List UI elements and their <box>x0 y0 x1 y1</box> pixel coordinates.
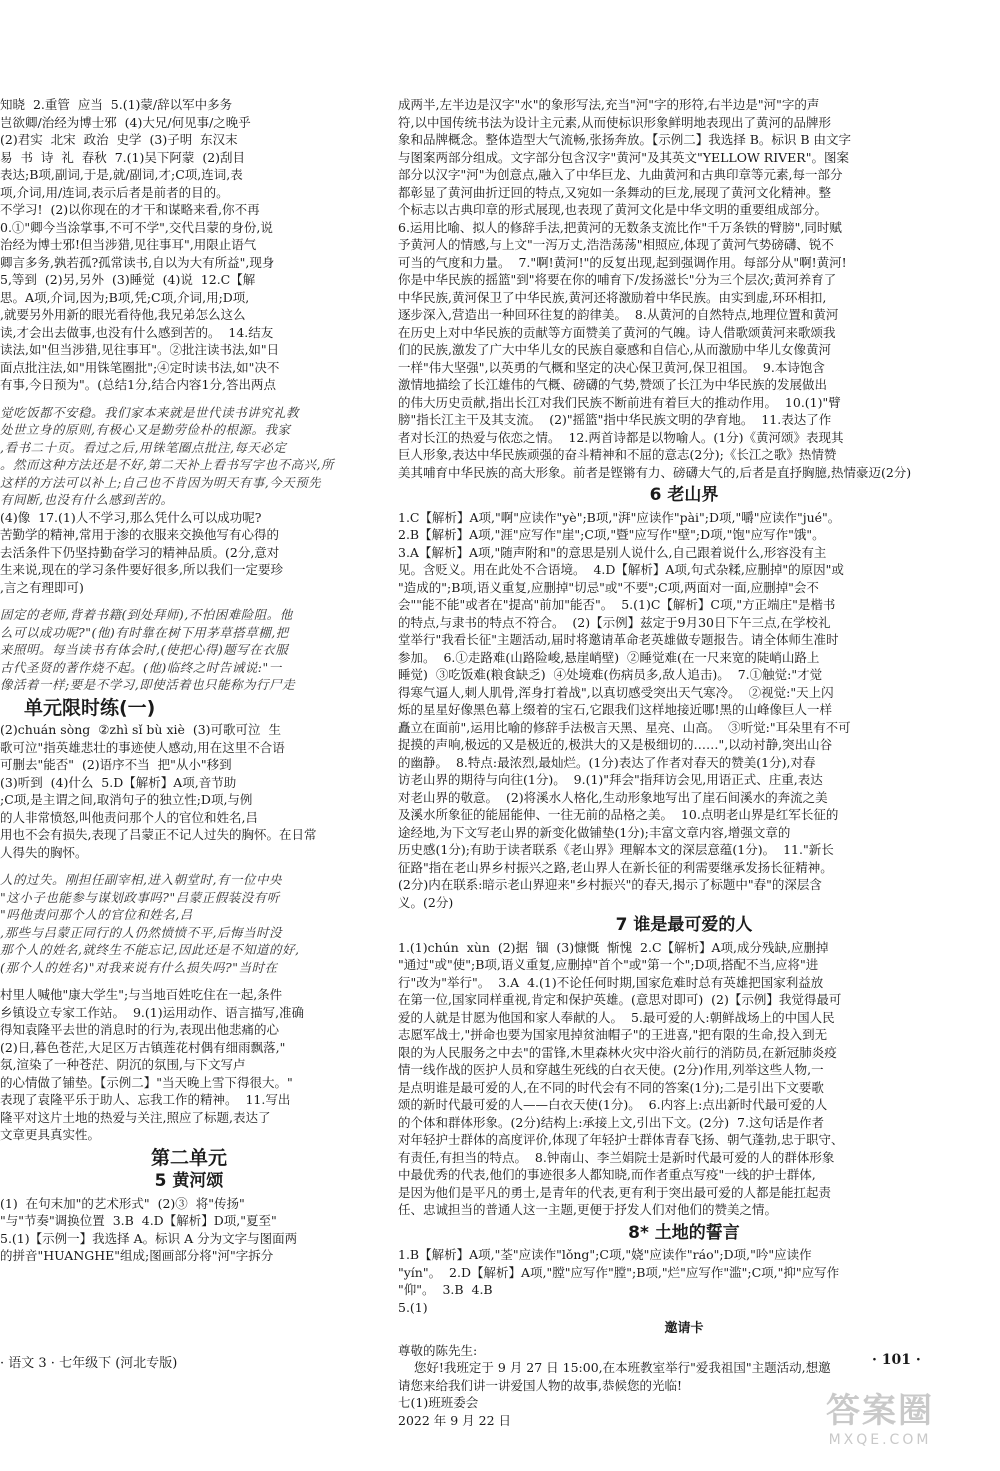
text-line: 面点批注法,如"用铢笔圈批";④定时读书法,如"决不 <box>0 359 280 375</box>
unit-2-title: 第二单元 <box>150 1146 227 1169</box>
text-line: 那个人的姓名,就终生不能忘记,因此还是不知道的好, <box>0 942 300 957</box>
text-line: "吗他责问那个人的官位和姓名,吕 <box>0 907 193 922</box>
footer-book-title: · 语文 3 · 七年级下 (河北专版) <box>0 1356 178 1371</box>
text-line: 可当的气度和力量。 7."啊!黄河!"的反复出现,起到强调作用。每部分从"啊!黄河! <box>398 254 847 270</box>
text-line: 读,才会出去做事,也没有什么感到苦的。 14.结友 <box>0 324 274 340</box>
right-block-2 <box>398 509 970 912</box>
text-line: 见。含贬义。用在此处不合语境。 4.D【解析】A项,句式杂糅,应删掉"的原因"或 <box>398 562 844 577</box>
text-line: "通过"或"使";B项,语义重复,应删掉"首个"或"第一个";D项,搭配不当,应将"进 <box>398 957 819 972</box>
text-line: 请您来给我们讲一讲爱国人物的故事,恭候您的光临! <box>398 1377 682 1393</box>
text-line: ,看书二十页。看过之后,用铢笔圈点批注,每天必定 <box>0 439 287 455</box>
text-line: 符,以中国传统书法为设计主元素,从而使标识形象鲜明地表现出了黄河的品牌形 <box>398 114 831 130</box>
page-number: · 101 · <box>872 1352 921 1368</box>
text-line: 的伟大历史贡献,指出长江对我们民族不断前进有着巨大的推动作用。 10.(1)"臂 <box>398 394 841 410</box>
text-line: 历史感(1分);有助于读者联系《老山界》理解本文的深层意蕴(1分)。 11."新长 <box>398 842 834 857</box>
text-line: 途经地,为下文写老山界的新变化做铺垫(1分);丰富文章内容,增强文章的 <box>398 824 791 840</box>
text-line: 的幽静。 8.特点:最浓烈,最灿烂。(1分)表达了作者对春天的赞美(1分),对春 <box>398 754 816 770</box>
invitation-card-title: 邀请卡 <box>664 1321 704 1336</box>
text-line: 堂举行"我看长征"主题活动,届时将邀请革命老英雄做专题报告。请全体师生准时 <box>398 632 839 647</box>
invitation-date: 2022 年 9 月 22 日 <box>398 1412 512 1428</box>
text-line: 矗立在面前",运用比喻的修辞手法极言天黑、星亮、山高。 ③听觉:"耳朵里有不可 <box>398 719 851 735</box>
text-line: 是点明谁是最可爱的人,在不同的时代会有不同的答案(1分);二是引出下文要歌 <box>398 1079 824 1095</box>
text-line: 卿言多务,孰若孤?孤常读书,自以为大有所益",现身 <box>0 254 275 270</box>
text-line: 村里人喊他"康大学生";与当地百姓吃住在一起,条件 <box>0 987 283 1002</box>
text-line: 3.A【解析】A项,"随声附和"的意思是别人说什么,自己跟着说什么,形容没有主 <box>398 544 827 560</box>
text-line: 中华民族,黄河保卫了中华民族,黄河还将激励着中华民族。由实到虚,环环相扣, <box>398 289 827 305</box>
text-line: 去活条件下仍坚持勤奋学习的精神品质。(2分,意对 <box>0 544 280 560</box>
text-line: 0.①"卿今当涂掌事,不可不学",交代吕蒙的身份,说 <box>0 219 273 235</box>
text-line: 任、忠诚担当的普通人这一主题,更便于抒发人们对他们的赞美之情。 <box>398 1202 777 1217</box>
text-line: 有责任,有担当的特点。 8.钟南山、李兰娟院士是新时代最可爱的人的群体形象 <box>398 1149 835 1165</box>
text-line: 义。(2分) <box>398 894 454 910</box>
text-line: "造成的";B项,语义重复,应删掉"切忌"或"不要";C项,两面对一面,应删掉"会不 <box>398 579 819 595</box>
left-translation-3 <box>0 871 378 976</box>
text-line: 在历史上对中华民族的贡献等方面赞美了黄河的气魄。诗人借歌颂黄河来歌颂我 <box>398 324 836 340</box>
text-line: 限的为人民服务之中去"的雷锋,木里森林火灾中浴火前行的消防员,在新冠肺炎疫 <box>398 1044 837 1060</box>
text-line: 6.运用比喻、拟人的修辞手法,把黄河的无数条支流比作"千万条铁的臂膀",同时赋 <box>398 219 842 235</box>
text-line: 在第一位,国家同样重视,肯定和保护英雄。(意思对即可) (2)【示例】我觉得最可 <box>398 992 842 1007</box>
text-line: "yín"。 2.D【解析】A项,"膛"应写作"膛";B项,"烂"应写作"滥";C项,"抑"应写作 <box>398 1264 840 1280</box>
text-line: 像活着一样;要是不学习,即使活着也只能称为行尸走 <box>0 677 296 692</box>
left-translation-2 <box>0 606 378 694</box>
text-line: 予黄河人的情感,与上文"一泻万丈,浩浩荡荡"相照应,体现了黄河气势磅礴、锐不 <box>398 237 834 252</box>
lesson-7-title: 7 谁是最可爱的人 <box>615 915 753 935</box>
text-line: 么可以成功呢?"(他)有时靠在树下用茅草搭草棚,把 <box>0 624 289 640</box>
text-line: 5.(1)【示例一】我选择 A。标识 A 分为文字与图面两 <box>0 1230 298 1246</box>
text-line: 古代圣贤的著作烧不起。(他)临终之时告诫说:"一 <box>0 659 282 675</box>
text-line: 逐步深入,营造出一种回环往复的韵律美。 8.从黄河的自然特点,地理位置和黄河 <box>398 307 839 322</box>
text-line: 个标志以古典印章的形式展现,也表现了黄河文化是中华文明的重要组成部分。 <box>398 202 827 217</box>
text-line: 易 书 诗 礼 春秋 7.(1)吴下阿蒙 (2)刮目 <box>0 149 246 165</box>
text-line: 知晓 2.重管 应当 5.(1)蒙/辞以军中多务 <box>0 97 233 112</box>
text-line: 有间断,也没有什么感到苦的。 <box>0 492 174 507</box>
watermark-url: MXQE.COM <box>828 1432 932 1448</box>
text-line: 你是中华民族的摇篮"到"将要在你的哺育下/发扬滋长"分为三个层次;黄河养育了 <box>398 272 837 287</box>
text-line: 隆平对这片土地的热爱与关注,照应了标题,表达了 <box>0 1109 271 1125</box>
text-line: 不学习! (2)以你现在的才干和谋略来看,你不再 <box>0 202 260 217</box>
text-line: 中最优秀的代表,他们的事迹很多人都知晓,而作者重点写疫"一线的护士群体, <box>398 1167 816 1182</box>
text-line: 颂的新时代最可爱的人——白衣天使(1分)。 6.内容上:点出新时代最可爱的人 <box>398 1097 828 1112</box>
left-block-5 <box>0 1195 378 1265</box>
text-line: (那个人的姓名)"对我来说有什么损失吗?"当时在 <box>0 959 278 975</box>
text-line: 对年轻护士群体的高度评价,体现了年轻护士群体青春飞扬、朝气蓬勃,忠于职守、 <box>398 1132 844 1147</box>
text-line: 一样"伟大坚强",以英勇的气概和坚定的决心保卫黄河,保卫祖国。 9.本诗饱含 <box>398 359 825 375</box>
right-block-1 <box>398 96 970 481</box>
left-block-2 <box>0 509 378 597</box>
text-line: 访老山界的期待与向往(1分)。 9.(1)"拜会"指拜访会见,用语正式、庄重,表达 <box>398 772 823 787</box>
text-line: 情一线作战的医护人员和穿越生死线的白衣天使。(2分)作用,列举这些人物,一 <box>398 1062 824 1077</box>
lesson-6-title: 6 老山界 <box>649 485 719 505</box>
text-line: 是因为他们是平凡的勇士,是青年的代表,更有利于突出最可爱的人都是能扛起责 <box>398 1184 831 1200</box>
text-line: 志愿军战士,"拼命也要为国家甩掉贫油帽子"的王进喜,"把有限的生命,投入到无 <box>398 1027 828 1042</box>
text-line: 的拼音"HUANGHE"组成;图画部分将"河"字拆分 <box>0 1248 274 1263</box>
text-line: 参加。 6.①走路难(山路险峻,悬崖峭壁) ②睡觉难(在一尺来宽的陡峭山路上 <box>398 649 820 665</box>
text-line: 处世立身的原则,有极心又是勤劳俭朴的根源。我家 <box>0 422 291 437</box>
text-line: 表现了袁隆平乐于助人、忘我工作的精神。 11.写出 <box>0 1092 291 1107</box>
text-line: 来照明。每当读书有体会时,(使把心得)题写在衣服 <box>0 642 289 657</box>
text-line: 生来说,现在的学习条件要好很多,所以我们一定要珍 <box>0 562 283 577</box>
text-line: (2)君实 北宋 政治 史学 (3)子明 东汉末 <box>0 132 238 147</box>
text-line: 项,介词,用/连词,表示后者是前者的目的。 <box>0 184 229 200</box>
text-line: 5.(1) <box>398 1299 428 1315</box>
text-line: 这样的方法可以补上;自己也不肯因为明天有事,今天预先 <box>0 474 322 490</box>
text-line: 的特点,与隶书的特点不符合。 (2)【示例】兹定于9月30日下午三点,在学校礼 <box>398 614 831 630</box>
text-line: 5,等到 (2)另,另外 (3)睡觉 (4)说 12.C【解 <box>0 272 256 287</box>
text-line: 对老山界的敬意。 (2)将溪水人格化,生动形象地写出了崖石间溪水的奔流之美 <box>398 789 828 805</box>
text-line: 部分以汉字"河"为创意点,融入了中华巨龙、九曲黄河和古典印章等元素,每一部分 <box>398 167 843 182</box>
text-line: 成两半,左半边是汉字"水"的象形写法,充当"河"字的形符,右半边是"河"字的声 <box>398 97 820 112</box>
left-translation-1 <box>0 404 378 509</box>
text-line: 膀"指长江主干及其支流。 (2)"摇篮"指中华民族文明的孕育地。 11.表达了作 <box>398 412 832 427</box>
text-line: ,言之有理即可) <box>0 579 84 595</box>
right-block-3 <box>398 939 970 1219</box>
text-line: 会""能不能"或者在"提高"前加"能否"。 5.(1)C【解析】C项,"方正端庄"是楷书 <box>398 597 836 612</box>
lesson-8-title: 8* 土地的誓言 <box>628 1222 740 1243</box>
text-line: 都彰显了黄河曲折迂回的特点,又宛如一条舞动的巨龙,展现了黄河文化精神。整 <box>398 184 831 200</box>
text-line: 氛,渲染了一种苍茫、阴沉的氛围,与下文写卢 <box>0 1057 246 1072</box>
watermark-logo <box>790 1390 970 1460</box>
text-line: 的心情做了铺垫。【示例二】"当天晚上雪下得很大。" <box>0 1074 293 1090</box>
text-line: 歌可泣"指英雄悲壮的事迹使人感动,用在这里不合语 <box>0 739 285 755</box>
text-line: ;C项,是主谓之间,取消句子的独立性;D项,与例 <box>0 792 253 807</box>
text-line: 巨人形象,表达中华民族顽强的奋斗精神和不屈的意志(2分);《长江之歌》热情赞 <box>398 447 837 462</box>
left-block-3 <box>0 721 378 861</box>
watermark-text: 答案圈 <box>826 1391 934 1431</box>
invitation-signature: 七(1)班班委会 <box>398 1395 479 1410</box>
text-line: 美其哺育中华民族的高大形象。前者是铿锵有力、磅礴大气的,后者是直抒胸臆,热情豪迈(2分) <box>398 464 912 480</box>
text-line: (2分)内在联系:暗示老山界迎来"乡村振兴"的春天,揭示了标题中"春"的深层含 <box>398 877 822 892</box>
unit-test-title: 单元限时练(一) <box>24 696 156 719</box>
text-line: 征路"指在老山界乡村振兴之路,老山界人在新长征的利需要继承发扬长征精神。 <box>398 859 833 875</box>
text-line: 捉摸的声响,极远的又是极近的,极洪大的又是极细切的……",以动衬静,突出山谷 <box>398 737 833 752</box>
text-line: 睡觉) ③吃饭难(粮食缺乏) ④处境难(伤病员多,敌人追击)。 7.①触觉:"才觉 <box>398 667 823 682</box>
text-line: "与"节奏"调换位置 3.B 4.D【解析】D项,"夏至" <box>0 1213 277 1228</box>
text-line: 可删去"能否" (2)语序不当 把"从小"移到 <box>0 757 232 772</box>
text-line: 表达;B项,副词,于是,就/副词,才;C项,连词,表 <box>0 167 243 182</box>
lesson-5-title: 5 黄河颂 <box>154 1171 224 1191</box>
text-line: 1.C【解析】A项,"啊"应读作"yè";B项,"湃"应读作"pài";D项,"嚼"应读作"jué"。 <box>398 509 841 525</box>
text-line: 固定的老师,背着书籍(到处拜师),不怕困难险阻。他 <box>0 607 293 622</box>
text-line: 的个体和群体形象。(2分)结构上:承接上文,引出下文。(2分) 7.这句话是作者 <box>398 1114 824 1130</box>
text-line: 有事,今日预为"。(总结1分,结合内容1分,答出两点 <box>0 377 276 392</box>
text-line: 激情地描绘了长江雄伟的气概、磅礴的气势,赞颂了长江为中华民族的发展做出 <box>398 377 827 392</box>
text-line: 的人非常愤怒,叫他责问那个人的官位和姓名,吕 <box>0 809 258 825</box>
text-line: (1) 在句末加"的艺术形式" (2)③ 将"传扬" <box>0 1195 245 1211</box>
text-line: 觉吃饭都不安稳。我们家本来就是世代读书讲究礼教 <box>0 404 300 420</box>
text-line: 尊敬的陈先生: <box>398 1342 478 1358</box>
text-line: 得知袁隆平去世的消息时的行为,表现出他悲痛的心 <box>0 1022 279 1037</box>
text-line: ,那些与吕蒙正同行的人仍然愤愤不平,后悔当时没 <box>0 924 282 940</box>
text-line: "这小子也能参与谋划政事吗?"吕蒙正假装没有听 <box>0 889 280 905</box>
text-line: 行"改为"举行"。 3.A 4.(1)不论任何时期,国家危难时总有英雄把国家利益放 <box>398 974 824 990</box>
left-block-4 <box>0 986 378 1144</box>
text-line: 读法,如"但当涉猎,见往事耳"。②批注读书法,如"日 <box>0 342 280 357</box>
text-line: 人的过失。刚担任副宰相,进入朝堂时,有一位中央 <box>0 872 282 887</box>
text-line: (4)像 17.(1)人不学习,那么凭什么可以成功呢? <box>0 509 262 525</box>
text-line: 与图案两部分组成。文字部分包含汉字"黄河"及其英文"YELLOW RIVER"。图案 <box>398 149 849 165</box>
text-line: 。然而这种方法还是不好,第二天补上看书写字也不高兴,所 <box>0 457 334 472</box>
text-line: 及溪水所象征的能屈能伸、一往无前的品格之美。 10.点明老山界是红军长征的 <box>398 807 839 822</box>
text-line: 2.B【解析】A项,"涯"应写作"崖";C项,"暨"应写作"壁";D项,"饱"应写作"饿"。 <box>398 527 825 542</box>
text-line: 用也不会有损失,表现了吕蒙正不记人过失的胸怀。在日常 <box>0 827 317 842</box>
text-line: 文章更具真实性。 <box>0 1127 101 1142</box>
text-line: "仰"。 3.B 4.B <box>398 1282 493 1297</box>
text-line: 象和品牌概念。整体造型大气流畅,张扬奔放。【示例二】我选择 B。标识 B 由文字 <box>398 132 852 147</box>
text-line: 治经为博士邪!但当涉猎,见往事耳",用限止语气 <box>0 237 257 252</box>
text-line: (3)听到 (4)什么 5.D【解析】A项,音节助 <box>0 774 237 790</box>
text-line: 1.B【解析】A项,"荃"应读作"lǒng";C项,"娆"应读作"ráo";D项,"吟"应读作 <box>398 1247 812 1262</box>
text-line: (2)日,暮色苍茫,大足区万古镇莲花村偶有细雨飘落," <box>0 1039 286 1055</box>
text-line: 者对长江的热爱与依恋之情。 12.两首诗都是以物喻人。(1分)《黄河颂》表现其 <box>398 429 844 445</box>
left-block-1 <box>0 96 378 394</box>
text-line: 1.(1)chún xùn (2)据 锢 (3)慷慨 惭愧 2.C【解析】A项,成分残缺,应删掉 <box>398 939 829 955</box>
text-line: 思。A项,介词,因为;B项,凭;C项,介词,用;D项, <box>0 289 250 305</box>
text-line: 您好!我班定于 9 月 27 日 15:00,在本班教室举行"爱我祖国"主题活动,想邀 <box>398 1360 831 1375</box>
right-block-4 <box>398 1246 970 1316</box>
text-line: 烁的星星好像黑色幕上缀着的宝石,它跟我们这样地接近哪!黑的山峰像巨人一样 <box>398 702 832 717</box>
text-line: 苦勤学的精神,常用于渗的衣服来交换他写有心得的 <box>0 527 279 542</box>
text-line: 乡镇设立专家工作站。 9.(1)运用动作、语言描写,准确 <box>0 1004 305 1020</box>
text-line: 人得失的胸怀。 <box>0 844 88 860</box>
text-line: 们的民族,激发了广大中华儿女的民族自豪感和自信心,从而激励中华儿女像黄河 <box>398 342 831 357</box>
text-line: ,就要另外用新的眼光看待他,我兄弟怎么这么 <box>0 307 246 322</box>
left-column <box>0 96 378 1346</box>
text-line: 得寒气逼人,刺人肌骨,浑身打着战",以真切感受突出天气寒冷。 ②视觉:"天上闪 <box>398 684 834 700</box>
text-line: (2)chuán sòng ②zhì sǐ bù xiè (3)可歌可泣 生 <box>0 722 281 737</box>
text-line: 爱的人就是甘愿为他国和家人奉献的人。 5.最可爱的人:朝鲜战场上的中国人民 <box>398 1009 835 1025</box>
text-line: 岂欲卿/治经为博士邪 (4)大兄/何见事/之晚乎 <box>0 114 251 130</box>
